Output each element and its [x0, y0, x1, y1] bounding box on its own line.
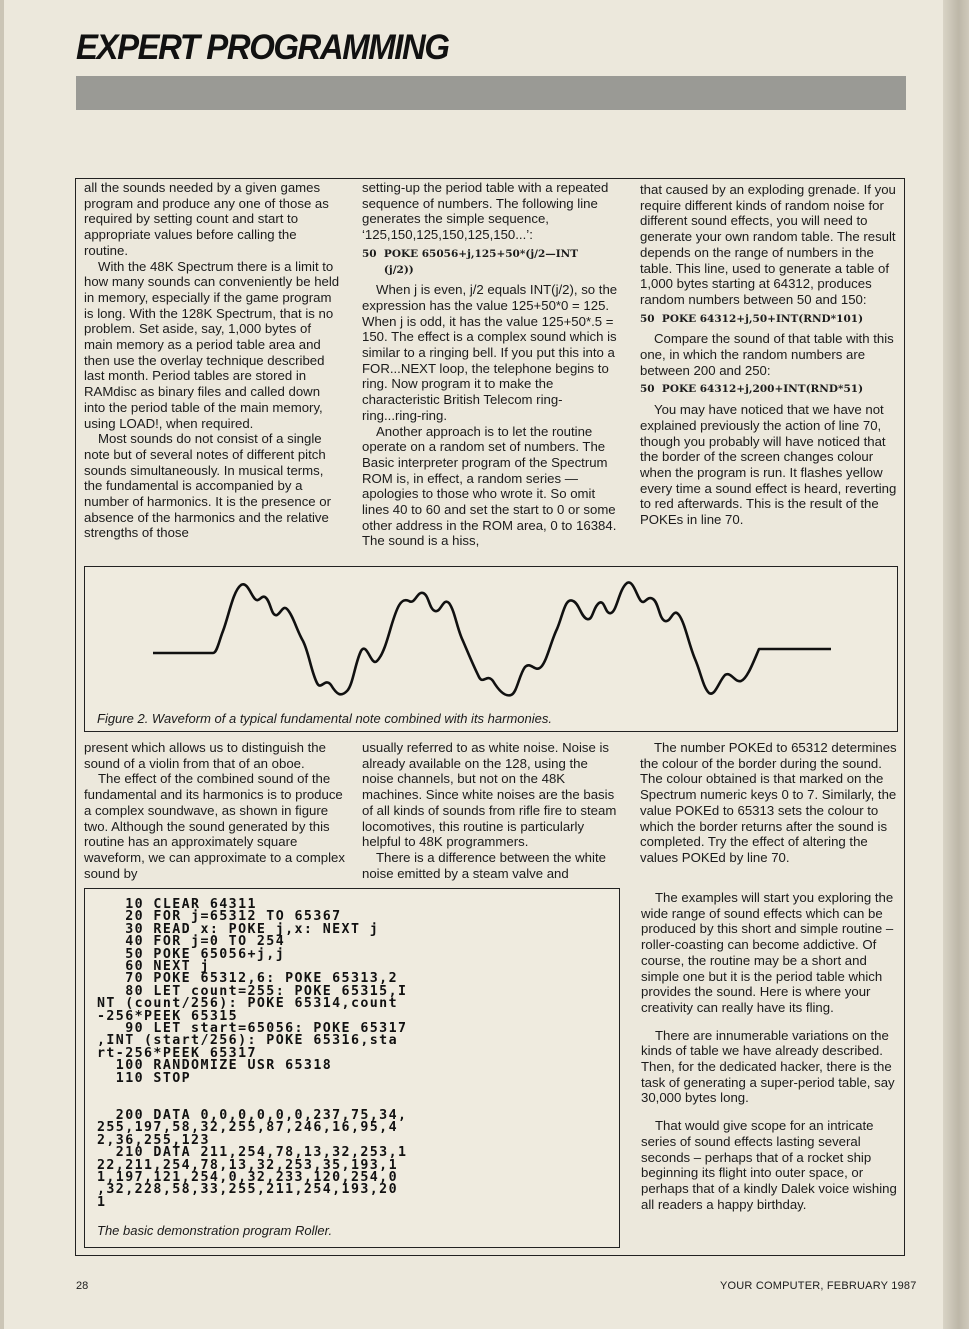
article-column-2	[362, 180, 620, 549]
paragraph: When j is even, j/2 equals INT(j/2), so the expression has the value 125+50*0 = 125. When j is odd, it has the value 125+50*.5 = 150. The effect is a complex sound which is similar to a ringing bell. If you put this into a FOR...NEXT loop, the telephone begins to ring. Now program it to make the characteristic British Telecom ring-ring...ring-ring.	[362, 282, 618, 423]
page-right-edge	[943, 0, 969, 1329]
code-line: 50 POKE 64312+j,200+INT(RND*51)	[640, 383, 864, 396]
paragraph: usually referred to as white noise. Noise is already available on the 128, using the noise channels, but not on the 48K machines. Since white noises are the basis of all kinds of sounds from rifle fire to steam locomotives, this routine is particularly helpful to 48K programmers.	[362, 740, 617, 850]
paragraph: The number POKEd to 65312 determines the colour of the border during the sound. The colour obtained is that marked on the Spectrum numeric keys 0 to 7. Similarly, the value POKEd to 65313 sets the colour to which the border returns after the sound is completed. Try the effect of altering the values POKEd by line 70.	[640, 740, 897, 865]
article-column-1	[84, 180, 342, 541]
paragraph: present which allows us to distinguish the sound of a violin from that of an oboe.	[84, 740, 326, 771]
paragraph: There is a difference between the white noise emitted by a steam valve and	[362, 849, 606, 881]
listing-code: 10 CLEAR 64311 20 FOR j=65312 TO 65367 30 READ x: POKE j,x: NEXT j 40 FOR j=0 TO 254 50 POKE 65056+j,j 60 NEXT j 70 POKE 65312,6: POKE 65313,2 80 LET count=255: POKE 65315,I NT (count/256): POKE 65314,count -256*PEEK 65315 90 LET start=65056: POKE 65317 ,INT (start/256): POKE 65316,sta rt-256*PEEK 65317 100 RANDOMIZE USR 65318 110 STOP 200 DATA 0,0,0,0,0,0,237,75,34, 255,197,58,32,255,87,246,16,95,4 2,36,255,123 210 DATA 211,254,78,13,32,253,1 22,211,254,78,13,32,253,35,193,1 1,197,121,254,0,32,233,120,254,0 ,32,228,58,33,255,211,254,193,20 1	[97, 897, 408, 1210]
waveform-graph	[85, 567, 899, 733]
paragraph: that caused by an exploding grenade. If you require different kinds of random noise for different sound effects, you will need to generate your own random table. The result depends on the range of numbers in the table. This line, used to generate a table of 1,000 bytes starting at 64312, produces random numbers between 50 and 150:	[640, 182, 896, 307]
paragraph: The effect of the combined sound of the fundamental and its harmonics is to produce a complex soundwave, as shown in figure two. Although the sound generated by this routine has an approximately square waveform, we can approximate to a complex sound by	[84, 771, 345, 881]
paragraph: There are innumerable variations on the kinds of table we have already described. Then, for the dedicated hacker, there is the task of generating a super-period table, say 30,000 bytes long.	[641, 1027, 895, 1106]
article-column-4	[84, 740, 346, 881]
paragraph: The examples will start you exploring the wide range of sound effects which can be produced by this short and simple routine – roller-coasting can become addictive. Of course, the routine may be a short and simple one but it is the period table which provides the sound. Here is where your creativity can really have its fling.	[641, 890, 894, 1015]
code-line: 50 POKE 65056+j,125+50*(j/2—INT (j/2))	[362, 247, 579, 276]
paragraph: setting-up the period table with a repeated sequence of numbers. The following line generates the simple sequence, ‘125,150,125,150,125,150...’:	[362, 180, 609, 243]
page-left-edge	[0, 0, 4, 1329]
program-listing	[84, 888, 620, 1248]
paragraph: Another approach is to let the routine operate on a random set of numbers. The Basic interpreter program of the Spectrum ROM is, in effect, a random series — apologies to those who wrote it. So omit lines 40 to 60 and set the start to 0 or some other address in the ROM area, 0 to 16384. The sound is a hiss,	[362, 423, 617, 549]
paragraph: That would give scope for an intricate series of sound effects lasting several seconds – perhaps that of a rocket ship beginning its flight into outer space, or perhaps that of a kindly Dalek voice wishing all readers a happy birthday.	[641, 1118, 897, 1212]
figure-waveform	[84, 566, 898, 732]
paragraph: Most sounds do not consist of a single note but of several notes of different pitch sounds simultaneously. In musical terms, the fundamental is accompanied by a number of harmonics. It is the presence or absence of the harmonics and the relative strengths of those	[84, 431, 332, 541]
page-title: EXPERT PROGRAMMING	[76, 28, 449, 67]
paragraph: all the sounds needed by a given games program and produce any one of those as required by setting count and start to appropriate values before calling the routine.	[84, 180, 329, 258]
figure-caption: Figure 2. Waveform of a typical fundamental note combined with its harmonies.	[97, 711, 552, 726]
paragraph: You may have noticed that we have not explained previously the action of line 70, though you probably will have noticed that the border of the screen changes colour when the program is run. It flashes yellow every time a sound effect is heard, reverting to red afterwards. This is the result of the POKEs in line 70.	[640, 402, 897, 528]
article-column-3	[640, 182, 898, 528]
paragraph: Compare the sound of that table with this one, in which the random numbers are between 200 and 250:	[640, 331, 894, 378]
publication-footer: YOUR COMPUTER, FEBRUARY 1987	[720, 1280, 917, 1292]
waveform-line	[153, 582, 831, 695]
article-column-6	[640, 740, 898, 866]
paragraph: With the 48K Spectrum there is a limit to how many sounds can conveniently be held in memory, especially if the game program is long. With the 128K Spectrum, that is no problem. Set aside, say, 1,000 bytes of main memory as a period table area and then use the overlay technique described last month. Period tables are stored in RAMdisc as binary files and called down into the period table of the main memory, using LOAD!, when required.	[84, 258, 340, 431]
code-line: 50 POKE 64312+j,50+INT(RND*101)	[640, 312, 864, 325]
header-bar	[76, 76, 906, 110]
article-column-5	[362, 740, 620, 881]
listing-caption: The basic demonstration program Roller.	[97, 1223, 333, 1238]
page-number: 28	[76, 1280, 89, 1292]
article-column-7	[641, 890, 899, 1212]
